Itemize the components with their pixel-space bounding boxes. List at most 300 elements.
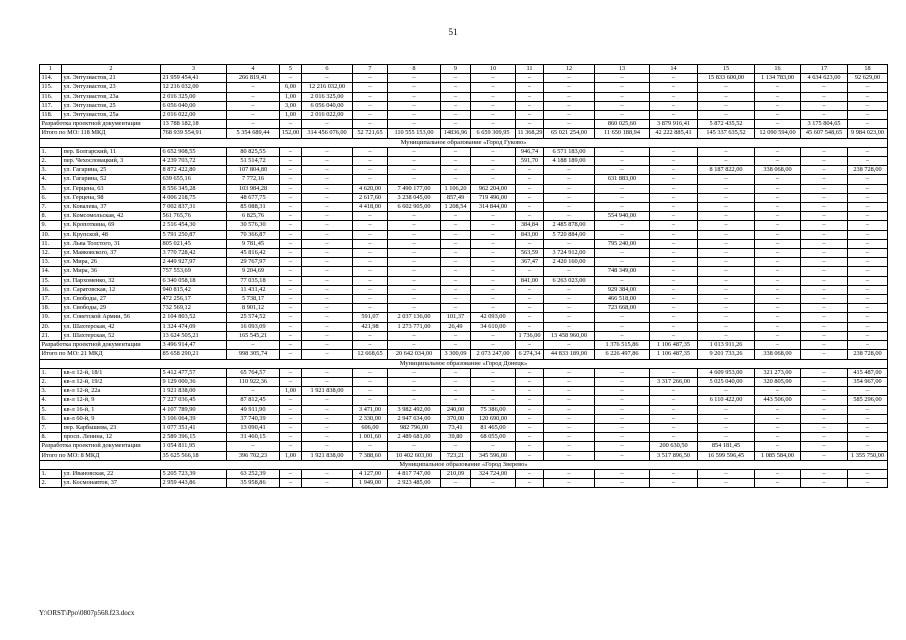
address-cell: ул. Герцена, 98 xyxy=(62,193,161,202)
row-number: 4. xyxy=(40,175,62,184)
address-cell: ул. Энтузиастов, 23а xyxy=(62,92,161,101)
value-cell: – xyxy=(848,387,888,396)
value-cell: – xyxy=(516,184,544,193)
value-cell: – xyxy=(280,258,302,267)
summary-value: – xyxy=(227,442,280,451)
value-cell: – xyxy=(388,101,441,110)
value-cell: – xyxy=(650,101,698,110)
value-cell: – xyxy=(650,74,698,83)
value-cell: – xyxy=(353,74,388,83)
table-row xyxy=(40,212,888,221)
summary-value: 200 630,50 xyxy=(650,442,698,451)
total-cost-cell: 2 959 443,86 xyxy=(161,479,227,488)
summary-value: 1,00 xyxy=(280,451,302,460)
value-cell: – xyxy=(516,387,544,396)
value-cell: – xyxy=(516,175,544,184)
address-cell: ул. Герцена, 63 xyxy=(62,184,161,193)
row-number: 7. xyxy=(40,203,62,212)
value-cell: – xyxy=(441,479,471,488)
value-cell: – xyxy=(516,83,544,92)
value-cell: 3 471,00 xyxy=(353,405,388,414)
value-cell: 29 767,97 xyxy=(227,258,280,267)
value-cell: – xyxy=(388,249,441,258)
value-cell: 25 574,52 xyxy=(227,313,280,322)
column-number-cell: 15 xyxy=(698,65,755,74)
value-cell: – xyxy=(280,304,302,313)
value-cell: – xyxy=(302,285,353,294)
value-cell: – xyxy=(353,285,388,294)
table-row xyxy=(40,193,888,202)
summary-value: 85 658 290,21 xyxy=(161,350,227,359)
table-row xyxy=(40,184,888,193)
value-cell: – xyxy=(650,414,698,423)
address-cell: пер. Чехословацкий, 3 xyxy=(62,157,161,166)
value-cell: – xyxy=(848,414,888,423)
value-cell: – xyxy=(848,258,888,267)
value-cell: – xyxy=(302,249,353,258)
table-row xyxy=(40,405,888,414)
value-cell: – xyxy=(471,285,516,294)
value-cell: – xyxy=(388,304,441,313)
row-number: 11. xyxy=(40,239,62,248)
value-cell: 2 330,00 xyxy=(353,414,388,423)
value-cell: – xyxy=(801,212,848,221)
value-cell: – xyxy=(595,258,650,267)
section-heading-row xyxy=(40,460,888,469)
total-cost-cell: 2 449 927,97 xyxy=(161,258,227,267)
value-cell: – xyxy=(650,157,698,166)
total-cost-cell: 2 516 454,30 xyxy=(161,221,227,230)
value-cell: – xyxy=(801,423,848,432)
row-number: 1. xyxy=(40,368,62,377)
total-cost-cell: 2 016 022,00 xyxy=(161,111,227,120)
value-cell: – xyxy=(280,147,302,156)
value-cell: 1 921 838,00 xyxy=(302,387,353,396)
summary-value: – xyxy=(544,442,595,451)
summary-value: 6 274,34 xyxy=(516,350,544,359)
summary-label: Итого по МО: 8 МКД xyxy=(40,451,161,460)
value-cell: – xyxy=(516,322,544,331)
summary-value: – xyxy=(388,442,441,451)
value-cell: – xyxy=(848,285,888,294)
value-cell: – xyxy=(353,377,388,386)
value-cell: 3 982 492,00 xyxy=(388,405,441,414)
value-cell: – xyxy=(755,423,801,432)
value-cell: – xyxy=(650,175,698,184)
value-cell: – xyxy=(801,175,848,184)
value-cell: – xyxy=(650,285,698,294)
value-cell: – xyxy=(388,331,441,340)
value-cell: – xyxy=(848,249,888,258)
value-cell: 2 617,60 xyxy=(353,193,388,202)
value-cell: – xyxy=(280,239,302,248)
section-heading-row xyxy=(40,138,888,147)
summary-row xyxy=(40,442,888,451)
value-cell: 3,00 xyxy=(280,101,302,110)
table-row xyxy=(40,74,888,83)
address-cell: ул. Энтузиастов, 21 xyxy=(62,74,161,83)
total-cost-cell: 9 129 000,36 xyxy=(161,377,227,386)
value-cell: 314 844,00 xyxy=(471,203,516,212)
summary-row xyxy=(40,451,888,460)
value-cell: 73,41 xyxy=(441,423,471,432)
address-cell: пер. Карбышева, 23 xyxy=(62,423,161,432)
summary-value: 1 106 487,35 xyxy=(650,341,698,350)
table-row xyxy=(40,175,888,184)
municipality-heading: Муниципальное образование «Город Зверево» xyxy=(40,460,888,469)
value-cell: – xyxy=(595,479,650,488)
value-cell: – xyxy=(650,111,698,120)
value-cell: – xyxy=(302,221,353,230)
value-cell: – xyxy=(801,368,848,377)
total-cost-cell: 2 104 803,52 xyxy=(161,313,227,322)
value-cell: – xyxy=(595,322,650,331)
summary-value: – xyxy=(516,341,544,350)
value-cell: – xyxy=(471,212,516,221)
summary-value: – xyxy=(544,120,595,129)
value-cell: – xyxy=(544,304,595,313)
summary-value: 12 668,65 xyxy=(353,350,388,359)
value-cell: – xyxy=(353,101,388,110)
value-cell: – xyxy=(441,258,471,267)
value-cell: 266 819,41 xyxy=(227,74,280,83)
section-heading-row xyxy=(40,359,888,368)
value-cell: – xyxy=(698,184,755,193)
value-cell: – xyxy=(801,203,848,212)
value-cell: 1 134 783,00 xyxy=(755,74,801,83)
value-cell: – xyxy=(698,304,755,313)
value-cell: – xyxy=(801,147,848,156)
value-cell: – xyxy=(441,387,471,396)
summary-value: 3 300,09 xyxy=(441,350,471,359)
summary-value: – xyxy=(280,442,302,451)
value-cell: – xyxy=(595,249,650,258)
value-cell: – xyxy=(544,74,595,83)
value-cell: – xyxy=(801,92,848,101)
value-cell: – xyxy=(755,184,801,193)
value-cell: – xyxy=(302,212,353,221)
table-row xyxy=(40,304,888,313)
summary-value: – xyxy=(801,442,848,451)
value-cell: 16 093,09 xyxy=(227,322,280,331)
value-cell: 63 252,39 xyxy=(227,469,280,478)
value-cell: 1 208,54 xyxy=(441,203,471,212)
value-cell: – xyxy=(650,295,698,304)
value-cell: – xyxy=(302,267,353,276)
value-cell: – xyxy=(650,83,698,92)
value-cell: 6 110 422,00 xyxy=(698,396,755,405)
value-cell: – xyxy=(353,295,388,304)
value-cell: – xyxy=(698,405,755,414)
value-cell: 6 263 023,00 xyxy=(544,276,595,285)
value-cell: – xyxy=(441,377,471,386)
table-row xyxy=(40,166,888,175)
address-cell: ул. Саратовская, 12 xyxy=(62,285,161,294)
value-cell: 719 496,00 xyxy=(471,193,516,202)
value-cell: 3 317 266,00 xyxy=(650,377,698,386)
value-cell: – xyxy=(650,147,698,156)
value-cell: – xyxy=(801,331,848,340)
row-number: 5. xyxy=(40,184,62,193)
value-cell: 4 418,00 xyxy=(353,203,388,212)
value-cell: 65 764,57 xyxy=(227,368,280,377)
value-cell: – xyxy=(801,377,848,386)
value-cell: 370,00 xyxy=(441,414,471,423)
value-cell: – xyxy=(388,83,441,92)
value-cell: – xyxy=(302,184,353,193)
value-cell: 2 947 634,00 xyxy=(388,414,441,423)
value-cell: – xyxy=(544,414,595,423)
value-cell: – xyxy=(471,111,516,120)
value-cell: – xyxy=(848,469,888,478)
address-cell: кв-л 12-й, 18/1 xyxy=(62,368,161,377)
value-cell: – xyxy=(801,405,848,414)
row-number: 15. xyxy=(40,276,62,285)
table-row xyxy=(40,267,888,276)
value-cell: 1,00 xyxy=(280,111,302,120)
summary-value: 12 090 594,00 xyxy=(755,129,801,138)
row-number: 19. xyxy=(40,313,62,322)
value-cell: – xyxy=(302,469,353,478)
value-cell: – xyxy=(698,83,755,92)
value-cell: – xyxy=(280,221,302,230)
total-cost-cell: 8 872 422,80 xyxy=(161,166,227,175)
summary-value: 723,21 xyxy=(441,451,471,460)
repair-program-table xyxy=(39,64,888,488)
value-cell: – xyxy=(441,74,471,83)
value-cell: 8 187 822,00 xyxy=(698,166,755,175)
table-row xyxy=(40,387,888,396)
value-cell: – xyxy=(441,304,471,313)
row-number: 8. xyxy=(40,212,62,221)
row-number: 118. xyxy=(40,111,62,120)
value-cell: – xyxy=(471,83,516,92)
table-row xyxy=(40,377,888,386)
value-cell: 4 609 953,00 xyxy=(698,368,755,377)
value-cell: – xyxy=(544,203,595,212)
total-cost-cell: 2 016 325,00 xyxy=(161,92,227,101)
summary-value: 6 226 497,86 xyxy=(595,350,650,359)
value-cell: – xyxy=(755,469,801,478)
row-number: 3. xyxy=(40,166,62,175)
row-number: 13. xyxy=(40,258,62,267)
value-cell: – xyxy=(471,175,516,184)
address-cell: ул. Гагарина, 25 xyxy=(62,166,161,175)
value-cell: – xyxy=(650,221,698,230)
value-cell: – xyxy=(848,221,888,230)
value-cell: – xyxy=(650,193,698,202)
value-cell: – xyxy=(516,414,544,423)
summary-value: 6 659 309,95 xyxy=(471,129,516,138)
value-cell: – xyxy=(302,423,353,432)
value-cell: – xyxy=(848,423,888,432)
page-number: 51 xyxy=(448,27,458,37)
summary-value: 1 355 750,00 xyxy=(848,451,888,460)
municipality-heading: Муниципальное образование «Город Гуково» xyxy=(40,138,888,147)
address-cell: кв-л 12-й, 22а xyxy=(62,387,161,396)
value-cell: – xyxy=(698,295,755,304)
value-cell: 946,74 xyxy=(516,147,544,156)
value-cell: – xyxy=(544,101,595,110)
value-cell: – xyxy=(801,387,848,396)
value-cell: – xyxy=(755,304,801,313)
row-number: 18. xyxy=(40,304,62,313)
summary-value: 110 555 153,00 xyxy=(388,129,441,138)
value-cell: – xyxy=(353,83,388,92)
summary-value: – xyxy=(302,341,353,350)
value-cell: – xyxy=(801,267,848,276)
value-cell: – xyxy=(302,377,353,386)
value-cell: – xyxy=(441,147,471,156)
value-cell: – xyxy=(755,239,801,248)
value-cell: – xyxy=(650,249,698,258)
value-cell: – xyxy=(755,175,801,184)
value-cell: – xyxy=(302,74,353,83)
column-number-cell: 9 xyxy=(441,65,471,74)
address-cell: ул. Энтузиастов, 25 xyxy=(62,101,161,110)
summary-value: – xyxy=(471,442,516,451)
value-cell: – xyxy=(471,74,516,83)
value-cell: – xyxy=(353,157,388,166)
value-cell: 13 090,41 xyxy=(227,423,280,432)
value-cell: 12 216 032,00 xyxy=(302,83,353,92)
value-cell: – xyxy=(544,295,595,304)
value-cell: – xyxy=(595,396,650,405)
row-number: 6. xyxy=(40,193,62,202)
value-cell: – xyxy=(595,166,650,175)
value-cell: – xyxy=(650,469,698,478)
total-cost-cell: 13 624 505,21 xyxy=(161,331,227,340)
value-cell: 5 738,17 xyxy=(227,295,280,304)
value-cell: 1,00 xyxy=(280,387,302,396)
value-cell: – xyxy=(801,276,848,285)
value-cell: 2 420 160,00 xyxy=(544,258,595,267)
value-cell: – xyxy=(848,304,888,313)
value-cell: 1,00 xyxy=(280,92,302,101)
table-row xyxy=(40,469,888,478)
value-cell: – xyxy=(302,313,353,322)
summary-value: – xyxy=(755,120,801,129)
summary-value: 860 025,60 xyxy=(595,120,650,129)
value-cell: – xyxy=(801,396,848,405)
summary-value: – xyxy=(755,341,801,350)
value-cell: 48 677,75 xyxy=(227,193,280,202)
value-cell: – xyxy=(441,295,471,304)
value-cell: 26,49 xyxy=(441,322,471,331)
summary-row xyxy=(40,129,888,138)
value-cell: – xyxy=(544,479,595,488)
value-cell: – xyxy=(801,249,848,258)
value-cell: – xyxy=(698,147,755,156)
value-cell: – xyxy=(595,433,650,442)
value-cell: – xyxy=(441,230,471,239)
value-cell: – xyxy=(388,239,441,248)
table-row xyxy=(40,111,888,120)
value-cell: – xyxy=(441,157,471,166)
value-cell: – xyxy=(698,203,755,212)
value-cell: 338 068,00 xyxy=(755,166,801,175)
value-cell: 1 106,20 xyxy=(441,184,471,193)
value-cell: – xyxy=(595,368,650,377)
value-cell: – xyxy=(544,83,595,92)
value-cell: – xyxy=(848,111,888,120)
value-cell: – xyxy=(280,322,302,331)
summary-value: – xyxy=(801,341,848,350)
table-row xyxy=(40,221,888,230)
value-cell: – xyxy=(516,304,544,313)
value-cell: – xyxy=(755,285,801,294)
value-cell: – xyxy=(471,157,516,166)
column-number-cell: 3 xyxy=(161,65,227,74)
value-cell: – xyxy=(595,203,650,212)
value-cell: – xyxy=(650,92,698,101)
value-cell: – xyxy=(650,304,698,313)
summary-value: – xyxy=(471,341,516,350)
summary-value: – xyxy=(516,442,544,451)
summary-value: 11 368,29 xyxy=(517,129,543,137)
value-cell: – xyxy=(755,193,801,202)
table-row xyxy=(40,230,888,239)
summary-value: 65 021 254,00 xyxy=(544,129,595,138)
value-cell: – xyxy=(516,433,544,442)
value-cell: 4 620,00 xyxy=(353,184,388,193)
column-number-cell: 13 xyxy=(595,65,650,74)
summary-value: 314 456 076,00 xyxy=(302,129,353,138)
value-cell: – xyxy=(650,212,698,221)
value-cell: 843,00 xyxy=(516,230,544,239)
summary-label: Итого по МО: 118 МКД xyxy=(40,129,161,138)
value-cell: – xyxy=(698,111,755,120)
address-cell: ул. Свободы, 29 xyxy=(62,304,161,313)
value-cell: – xyxy=(544,313,595,322)
column-number-cell: 14 xyxy=(650,65,698,74)
column-number-header-row xyxy=(40,65,888,74)
value-cell: – xyxy=(471,377,516,386)
summary-value: 3 517 896,50 xyxy=(650,451,698,460)
value-cell: – xyxy=(801,184,848,193)
value-cell: – xyxy=(353,221,388,230)
summary-value: 345 596,00 xyxy=(471,451,516,460)
value-cell: – xyxy=(516,203,544,212)
total-cost-cell: 3 770 728,42 xyxy=(161,249,227,258)
value-cell: – xyxy=(471,230,516,239)
summary-value: – xyxy=(388,120,441,129)
value-cell: 2 485 878,00 xyxy=(544,221,595,230)
value-cell: – xyxy=(280,184,302,193)
value-cell: – xyxy=(353,239,388,248)
value-cell: 554 940,00 xyxy=(595,212,650,221)
value-cell: – xyxy=(302,276,353,285)
value-cell: – xyxy=(353,368,388,377)
value-cell: – xyxy=(302,157,353,166)
value-cell: – xyxy=(388,368,441,377)
summary-row xyxy=(40,120,888,129)
value-cell: – xyxy=(302,147,353,156)
column-number-cell: 16 xyxy=(755,65,801,74)
total-cost-cell: 4 006 218,75 xyxy=(161,193,227,202)
row-number: 1. xyxy=(40,147,62,156)
value-cell: – xyxy=(280,423,302,432)
address-cell: кв-л 16-й, 1 xyxy=(62,405,161,414)
value-cell: – xyxy=(801,193,848,202)
summary-value: – xyxy=(302,120,353,129)
value-cell: 4 634 623,00 xyxy=(801,74,848,83)
summary-value: 52 721,65 xyxy=(353,129,388,138)
value-cell: 415 487,00 xyxy=(848,368,888,377)
total-cost-cell: 805 021,45 xyxy=(161,239,227,248)
row-number: 2. xyxy=(40,479,62,488)
value-cell: – xyxy=(801,258,848,267)
